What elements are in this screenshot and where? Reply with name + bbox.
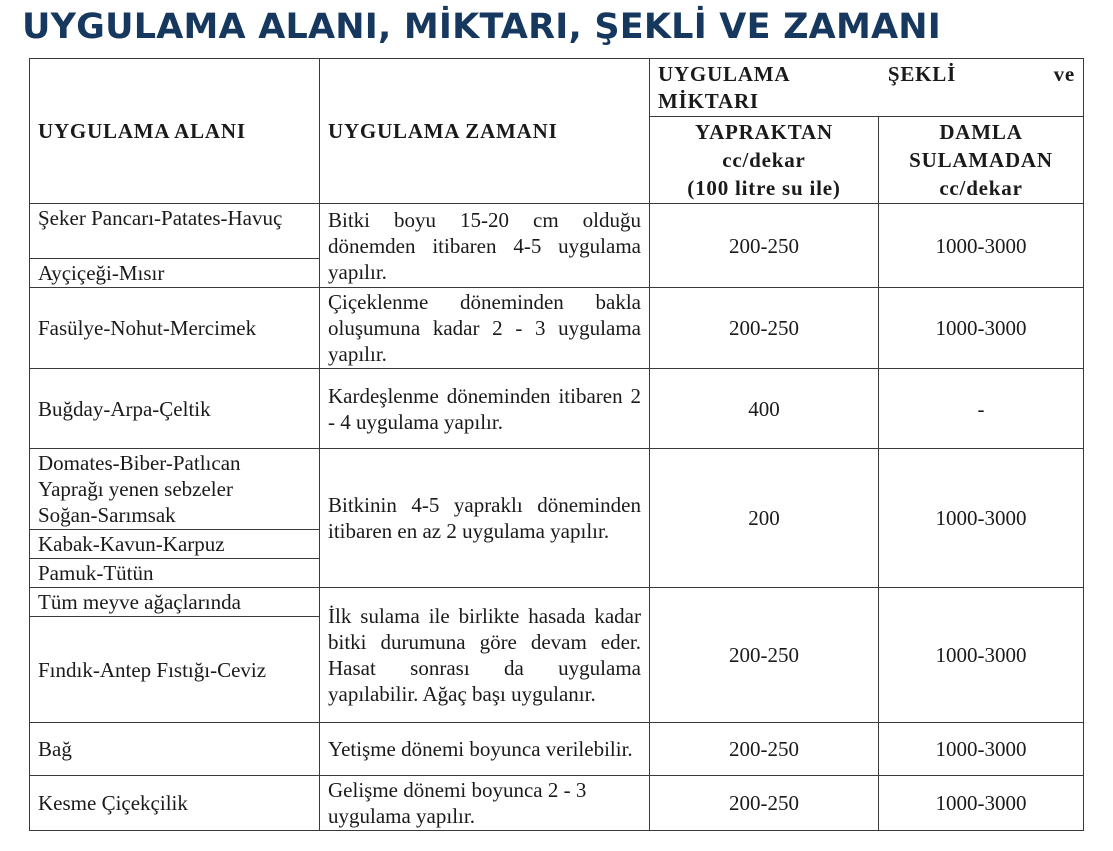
time-cell: Çiçeklenme döneminden bakla oluşumuna kadar 2 - 3 uygulama yapılır. — [320, 288, 650, 369]
header-leaf-line: cc/dekar — [722, 148, 806, 172]
header-drip-line: SULAMADAN — [909, 148, 1053, 172]
area-cell: Pamuk-Tütün — [30, 559, 320, 588]
area-cell: Bağ — [30, 723, 320, 776]
leaf-cell: 200 — [650, 449, 879, 588]
header-area: UYGULAMA ALANI — [30, 59, 320, 204]
header-method-word: UYGULAMA — [658, 61, 791, 86]
table-row — [30, 723, 1084, 776]
area-cell: Buğday-Arpa-Çeltik — [30, 369, 320, 449]
header-method-word: ve — [1053, 61, 1076, 86]
time-cell: Gelişme dönemi boyunca 2 - 3 uygulama yapılır. — [320, 776, 650, 831]
area-cell: Tüm meyve ağaçlarında — [30, 588, 320, 617]
leaf-cell: 200-250 — [650, 588, 879, 723]
header-drip-line: DAMLA — [939, 120, 1023, 144]
table-row — [30, 369, 1084, 449]
time-cell: Bitki boyu 15-20 cm olduğu dönemden itibaren 4-5 uygulama yapılır. — [320, 204, 650, 288]
time-cell: İlk sulama ile birlikte hasada kadar bitki durumuna göre devam eder. Hasat sonrası da uygulama yapılabilir. Ağaç başı uygulanır. — [320, 588, 650, 723]
area-cell: Fasülye-Nohut-Mercimek — [30, 288, 320, 369]
time-cell: Kardeşlenme döneminden itibaren 2 - 4 uygulama yapılır. — [320, 369, 650, 449]
drip-cell: 1000-3000 — [879, 776, 1084, 831]
drip-cell: 1000-3000 — [879, 288, 1084, 369]
time-cell: Bitkinin 4-5 yapraklı döneminden itibaren en az 2 uygulama yapılır. — [320, 449, 650, 588]
drip-cell: 1000-3000 — [879, 723, 1084, 776]
area-line: Yaprağı yenen sebzeler — [38, 477, 233, 501]
header-leaf-line: (100 litre su ile) — [687, 176, 841, 200]
header-row — [30, 59, 1084, 117]
leaf-cell: 200-250 — [650, 204, 879, 288]
drip-cell: - — [879, 369, 1084, 449]
header-leaf — [650, 117, 879, 204]
area-cell: Kesme Çiçekçilik — [30, 776, 320, 831]
table-row — [30, 204, 1084, 259]
area-cell: Ayçiçeği-Mısır — [30, 259, 320, 288]
leaf-cell: 200-250 — [650, 776, 879, 831]
table-row — [30, 776, 1084, 831]
table-row — [30, 449, 1084, 530]
area-line: Soğan-Sarımsak — [38, 503, 176, 527]
area-cell: Fındık-Antep Fıstığı-Ceviz — [30, 617, 320, 723]
application-table — [29, 58, 1084, 831]
header-drip — [879, 117, 1084, 204]
area-cell — [30, 449, 320, 530]
table-row — [30, 588, 1084, 617]
header-drip-line: cc/dekar — [939, 176, 1023, 200]
drip-cell: 1000-3000 — [879, 588, 1084, 723]
header-method-word: MİKTARI — [658, 88, 759, 113]
header-method — [650, 59, 1084, 117]
header-method-word: ŞEKLİ — [887, 61, 957, 86]
area-cell: Kabak-Kavun-Karpuz — [30, 530, 320, 559]
time-cell: Yetişme dönemi boyunca verilebilir. — [320, 723, 650, 776]
leaf-cell: 200-250 — [650, 723, 879, 776]
page-title: UYGULAMA ALANI, MİKTARI, ŞEKLİ VE ZAMANI — [22, 7, 941, 47]
area-cell: Şeker Pancarı-Patates-Havuç — [30, 204, 320, 259]
leaf-cell: 400 — [650, 369, 879, 449]
drip-cell: 1000-3000 — [879, 204, 1084, 288]
table-row — [30, 288, 1084, 369]
leaf-cell: 200-250 — [650, 288, 879, 369]
drip-cell: 1000-3000 — [879, 449, 1084, 588]
header-leaf-line: YAPRAKTAN — [695, 120, 833, 144]
header-time: UYGULAMA ZAMANI — [320, 59, 650, 204]
area-line: Domates-Biber-Patlıcan — [38, 451, 241, 475]
